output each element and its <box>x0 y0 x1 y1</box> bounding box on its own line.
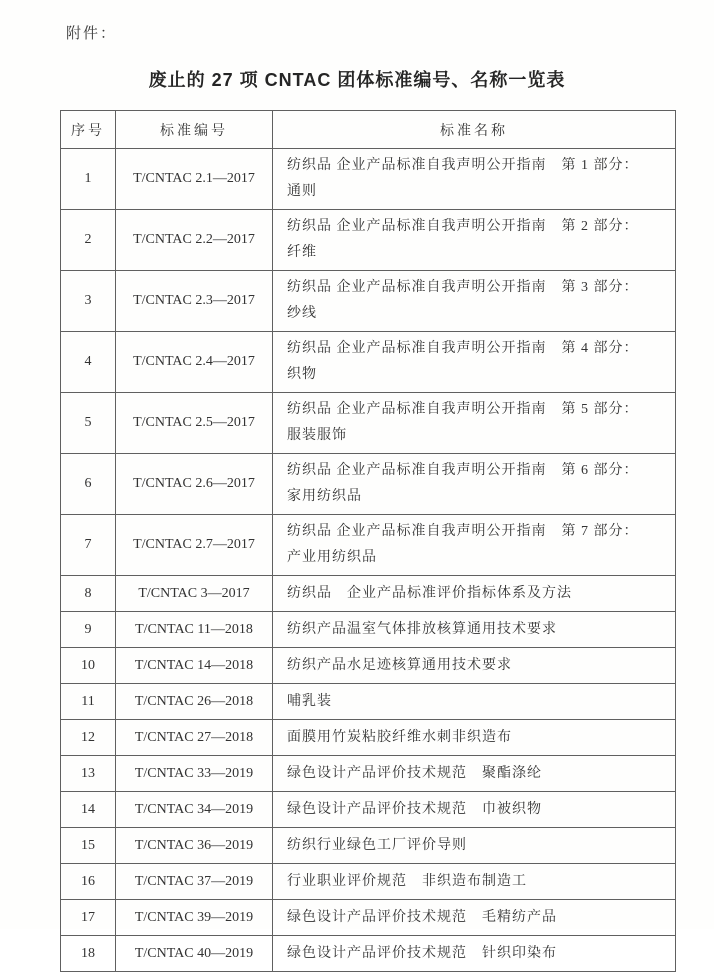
page-title: 废止的 27 项 CNTAC 团体标准编号、名称一览表 <box>148 70 566 90</box>
standard-name-cell: 绿色设计产品评价技术规范 毛精纺产品 <box>273 900 676 936</box>
table-row <box>61 332 676 393</box>
standard-code-cell: T/CNTAC 2.7—2017 <box>116 515 273 576</box>
standard-code-cell: T/CNTAC 2.2—2017 <box>116 210 273 271</box>
table-row <box>61 900 676 936</box>
standard-name-cell: 纺织品 企业产品标准自我声明公开指南 第 4 部分：织物 <box>273 332 676 393</box>
table-row <box>61 576 676 612</box>
standard-name-cell: 纺织品 企业产品标准自我声明公开指南 第 3 部分：纱线 <box>273 271 676 332</box>
table-row <box>61 612 676 648</box>
standard-name-cell: 绿色设计产品评价技术规范 巾被织物 <box>273 792 676 828</box>
table-row <box>61 684 676 720</box>
standard-name-cell: 纺织产品水足迹核算通用技术要求 <box>273 648 676 684</box>
standard-code-cell: T/CNTAC 14—2018 <box>116 648 273 684</box>
table-row <box>61 210 676 271</box>
row-number-cell: 2 <box>61 210 116 271</box>
standard-name-cell: 面膜用竹炭粘胶纤维水刺非织造布 <box>273 720 676 756</box>
table-row <box>61 756 676 792</box>
row-number-cell: 1 <box>61 149 116 210</box>
standard-name-cell: 纺织品 企业产品标准自我声明公开指南 第 2 部分：纤维 <box>273 210 676 271</box>
standard-name-cell: 纺织产品温室气体排放核算通用技术要求 <box>273 612 676 648</box>
table-row <box>61 393 676 454</box>
standard-code-cell: T/CNTAC 34—2019 <box>116 792 273 828</box>
table-row <box>61 936 676 972</box>
row-number-cell: 17 <box>61 900 116 936</box>
standard-code-cell: T/CNTAC 11—2018 <box>116 612 273 648</box>
standard-name-cell: 纺织品 企业产品标准自我声明公开指南 第 6 部分：家用纺织品 <box>273 454 676 515</box>
standard-code-cell: T/CNTAC 26—2018 <box>116 684 273 720</box>
table-row <box>61 648 676 684</box>
standard-code-cell: T/CNTAC 2.4—2017 <box>116 332 273 393</box>
standard-name-cell: 行业职业评价规范 非织造布制造工 <box>273 864 676 900</box>
table-row <box>61 828 676 864</box>
standard-code-cell: T/CNTAC 33—2019 <box>116 756 273 792</box>
standards-table <box>60 110 676 972</box>
row-number-cell: 14 <box>61 792 116 828</box>
row-number-cell: 10 <box>61 648 116 684</box>
row-number-cell: 12 <box>61 720 116 756</box>
standard-code-cell: T/CNTAC 2.1—2017 <box>116 149 273 210</box>
row-number-cell: 15 <box>61 828 116 864</box>
standard-code-cell: T/CNTAC 2.5—2017 <box>116 393 273 454</box>
row-number-cell: 8 <box>61 576 116 612</box>
standard-code-cell: T/CNTAC 27—2018 <box>116 720 273 756</box>
standard-name-cell: 绿色设计产品评价技术规范 聚酯涤纶 <box>273 756 676 792</box>
standard-name-cell: 哺乳装 <box>273 684 676 720</box>
table-row <box>61 454 676 515</box>
table-row <box>61 149 676 210</box>
table-row <box>61 864 676 900</box>
table-row <box>61 515 676 576</box>
row-number-cell: 4 <box>61 332 116 393</box>
col-header-name: 标准名称 <box>273 111 676 149</box>
table-row <box>61 720 676 756</box>
row-number-cell: 13 <box>61 756 116 792</box>
standard-name-cell: 纺织品 企业产品标准自我声明公开指南 第 1 部分：通则 <box>273 149 676 210</box>
attachment-label: 附件： <box>66 26 118 42</box>
row-number-cell: 16 <box>61 864 116 900</box>
standard-code-cell: T/CNTAC 2.3—2017 <box>116 271 273 332</box>
standard-name-cell: 纺织品 企业产品标准评价指标体系及方法 <box>273 576 676 612</box>
standard-name-cell: 纺织品 企业产品标准自我声明公开指南 第 7 部分：产业用纺织品 <box>273 515 676 576</box>
row-number-cell: 5 <box>61 393 116 454</box>
standard-code-cell: T/CNTAC 40—2019 <box>116 936 273 972</box>
col-header-no: 序号 <box>61 111 116 149</box>
standard-code-cell: T/CNTAC 3—2017 <box>116 576 273 612</box>
row-number-cell: 7 <box>61 515 116 576</box>
standard-code-cell: T/CNTAC 2.6—2017 <box>116 454 273 515</box>
table-row <box>61 271 676 332</box>
row-number-cell: 3 <box>61 271 116 332</box>
row-number-cell: 11 <box>61 684 116 720</box>
standard-code-cell: T/CNTAC 36—2019 <box>116 828 273 864</box>
row-number-cell: 6 <box>61 454 116 515</box>
standard-code-cell: T/CNTAC 37—2019 <box>116 864 273 900</box>
row-number-cell: 9 <box>61 612 116 648</box>
table-header-row <box>61 111 676 149</box>
standard-name-cell: 纺织品 企业产品标准自我声明公开指南 第 5 部分：服装服饰 <box>273 393 676 454</box>
table-row <box>61 792 676 828</box>
standard-name-cell: 绿色设计产品评价技术规范 针织印染布 <box>273 936 676 972</box>
row-number-cell: 18 <box>61 936 116 972</box>
standard-name-cell: 纺织行业绿色工厂评价导则 <box>273 828 676 864</box>
standard-code-cell: T/CNTAC 39—2019 <box>116 900 273 936</box>
col-header-code: 标准编号 <box>116 111 273 149</box>
